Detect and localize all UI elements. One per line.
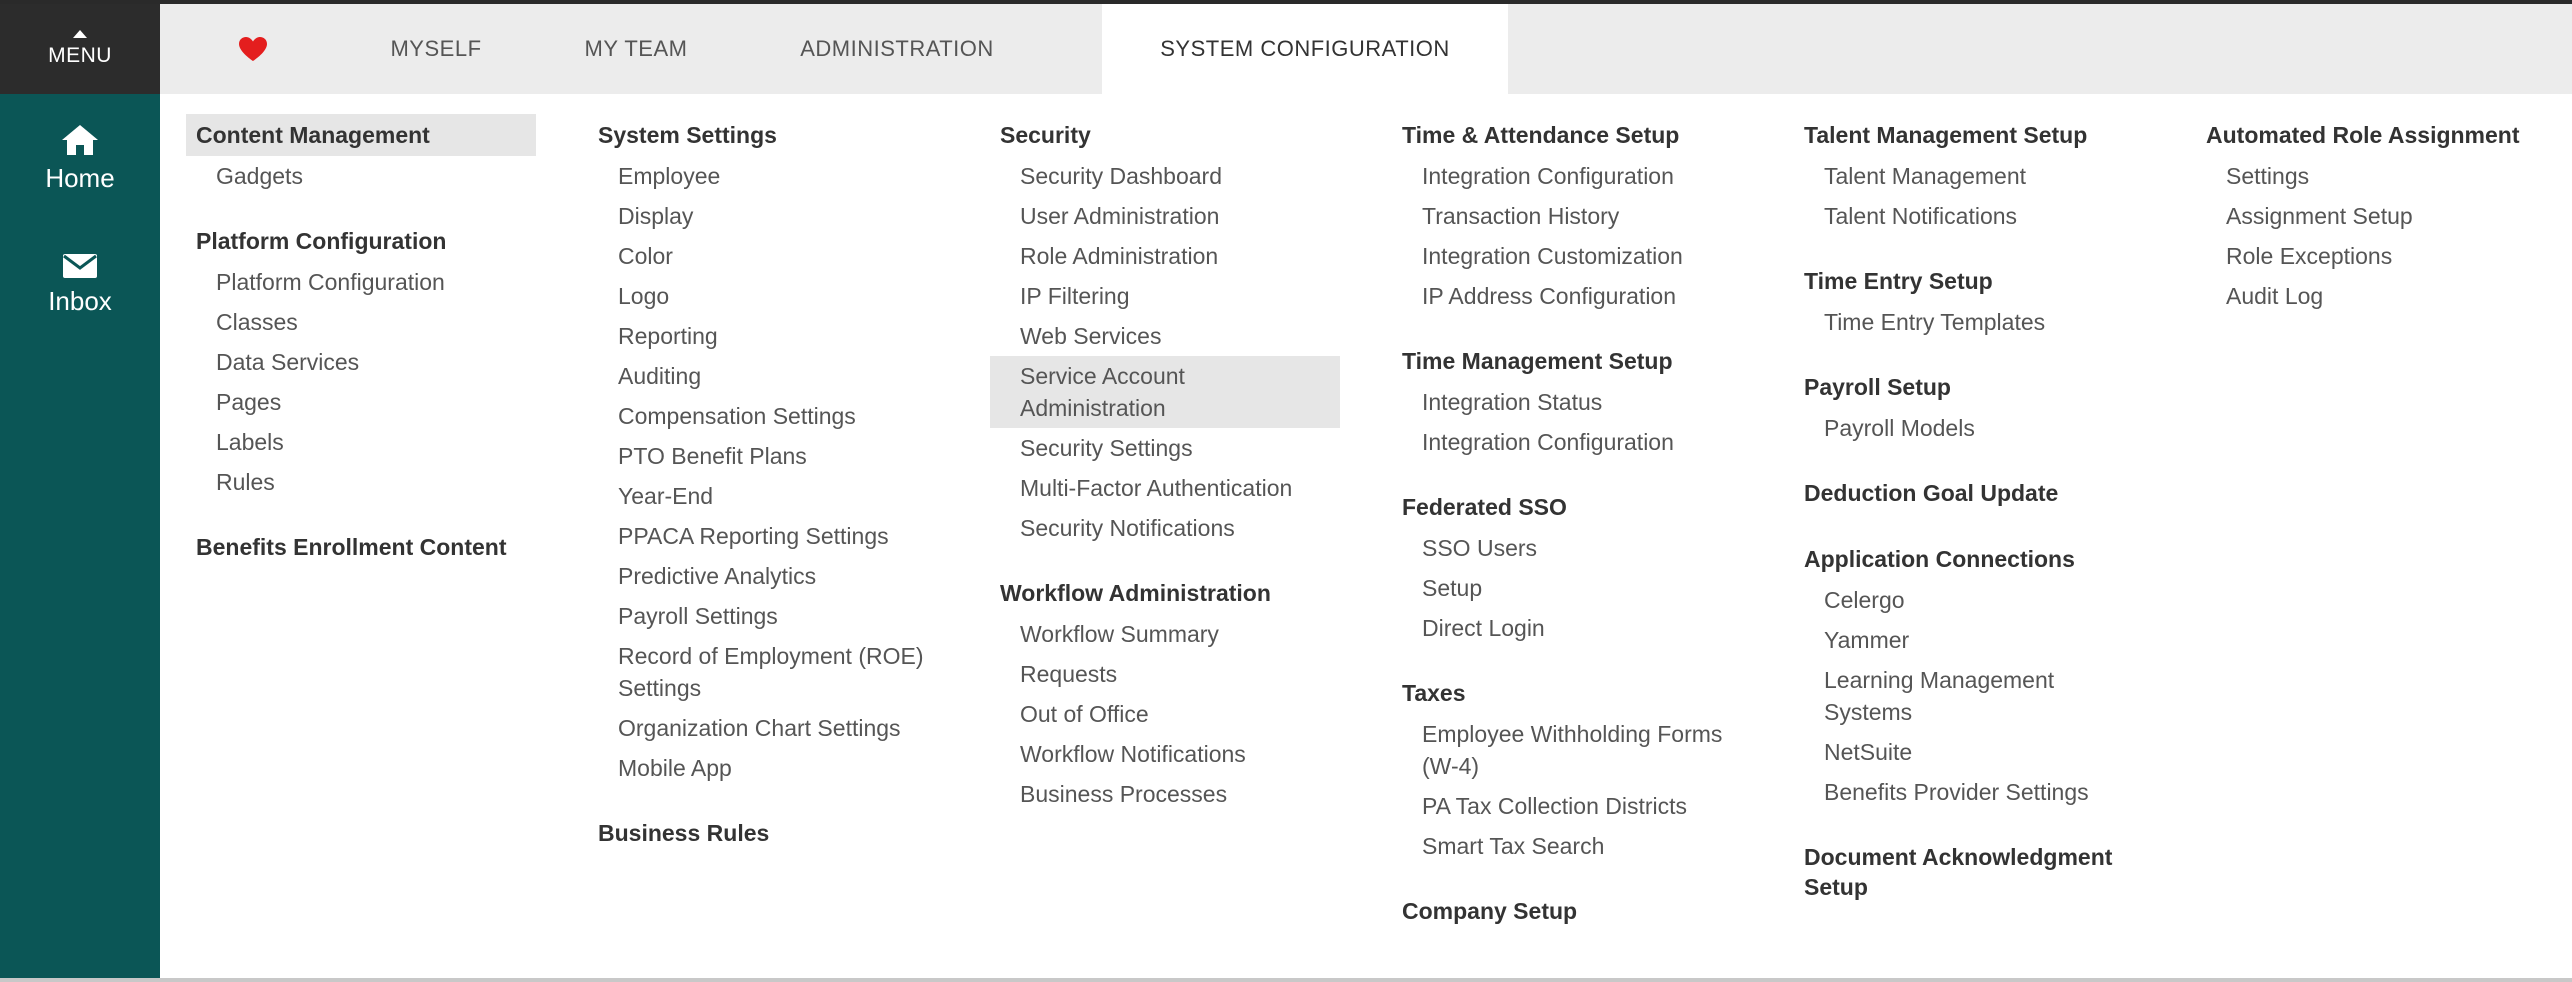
menu-item[interactable]: Integration Configuration (1422, 429, 1674, 455)
menu-column-1 (186, 114, 536, 592)
menu-item[interactable]: Organization Chart Settings (618, 715, 901, 741)
home-icon (60, 123, 100, 157)
menu-item[interactable]: Talent Management (1824, 163, 2027, 189)
menu-item[interactable]: Color (618, 243, 673, 269)
tab-label: SYSTEM CONFIGURATION (1160, 36, 1450, 61)
tab-administration[interactable] (746, 4, 1048, 94)
menu-item[interactable]: Celergo (1824, 587, 1905, 613)
menu-item[interactable]: Rules (216, 469, 275, 495)
menu-column-4 (1392, 114, 1742, 956)
menu-item[interactable]: PTO Benefit Plans (618, 443, 807, 469)
section-title[interactable]: Application Connections (1804, 546, 2075, 572)
menu-item[interactable]: Logo (618, 283, 670, 309)
menu-item[interactable]: Workflow Summary (1020, 621, 1219, 647)
menu-item[interactable]: PA Tax Collection Districts (1422, 793, 1688, 819)
tab-label: MYSELF (390, 36, 482, 61)
menu-section (1794, 538, 2144, 812)
menu-item[interactable]: User Administration (1020, 203, 1220, 229)
menu-section (990, 114, 1340, 548)
menu-item[interactable]: Integration Configuration (1422, 163, 1674, 189)
tab-label: ADMINISTRATION (800, 36, 994, 61)
sidebar-item-label: Home (45, 162, 115, 193)
menu-item[interactable]: Business Processes (1020, 781, 1228, 807)
menu-item[interactable]: Time Entry Templates (1824, 309, 2046, 335)
caret-up-icon (73, 30, 87, 38)
menu-section (1392, 340, 1742, 462)
menu-section (588, 114, 938, 788)
menu-item[interactable]: Multi-Factor Authentication (1020, 475, 1293, 501)
menu-item[interactable]: Benefits Provider Settings (1824, 779, 2089, 805)
menu-section (1794, 472, 2144, 514)
menu-item[interactable]: Audit Log (2226, 283, 2324, 309)
menu-item[interactable]: NetSuite (1824, 739, 1913, 765)
menu-section (990, 572, 1340, 814)
menu-item[interactable]: Security Settings (1020, 435, 1193, 461)
menu-item[interactable]: Payroll Settings (618, 603, 778, 629)
section-title[interactable]: Security (1000, 122, 1091, 148)
menu-item[interactable]: Gadgets (216, 163, 303, 189)
menu-section (1794, 366, 2144, 448)
menu-section (1794, 114, 2144, 236)
menu-item[interactable]: Employee Withholding Forms (W-4) (1422, 721, 1723, 779)
section-title[interactable]: Talent Management Setup (1804, 122, 2088, 148)
favorites-tab[interactable] (160, 4, 346, 94)
section-title[interactable]: Time Management Setup (1402, 348, 1673, 374)
section-title[interactable]: Taxes (1402, 680, 1466, 706)
section-title[interactable]: Deduction Goal Update (1804, 480, 2059, 506)
menu-section (1794, 836, 2144, 908)
menu-section (186, 526, 536, 568)
menu-column-5 (1794, 114, 2144, 932)
sidebar-item-label: Inbox (48, 285, 112, 316)
menu-item[interactable]: Web Services (1020, 323, 1162, 349)
menu-section (186, 220, 536, 502)
menu-section (1392, 672, 1742, 866)
tab-my-team[interactable] (526, 4, 746, 94)
tab-label: MY TEAM (584, 36, 688, 61)
menu-item[interactable]: Role Exceptions (2226, 243, 2393, 269)
menu-item[interactable]: IP Address Configuration (1422, 283, 1677, 309)
menu-item[interactable]: IP Filtering (1020, 283, 1130, 309)
section-title[interactable]: Workflow Administration (1000, 580, 1271, 606)
menu-section (186, 114, 536, 196)
menu-section (1392, 486, 1742, 648)
envelope-icon (62, 252, 98, 280)
section-title[interactable]: Federated SSO (1402, 494, 1567, 520)
section-title[interactable]: System Settings (598, 122, 777, 148)
section-title[interactable]: Time Entry Setup (1804, 268, 1993, 294)
menu-item[interactable]: Record of Employment (ROE) Settings (618, 643, 924, 701)
menu-item[interactable]: Security Notifications (1020, 515, 1235, 541)
menu-item[interactable]: Platform Configuration (216, 269, 445, 295)
menu-item[interactable]: Service Account Administration (990, 356, 1340, 428)
window-bottom-border (0, 978, 2572, 982)
menu-column-6 (2196, 114, 2546, 340)
menu-item[interactable]: Security Dashboard (1020, 163, 1222, 189)
menu-item[interactable]: Payroll Models (1824, 415, 1975, 441)
menu-column-2 (588, 114, 938, 878)
menu-section (588, 812, 938, 854)
section-title[interactable]: Automated Role Assignment (2206, 122, 2520, 148)
heart-icon (238, 36, 268, 62)
section-title[interactable]: Platform Configuration (196, 228, 447, 254)
section-title[interactable]: Company Setup (1402, 898, 1578, 924)
menu-item[interactable]: Auditing (618, 363, 702, 389)
menu-label: MENU (48, 44, 112, 67)
section-title[interactable]: Benefits Enrollment Content (196, 534, 507, 560)
menu-item[interactable]: PPACA Reporting Settings (618, 523, 889, 549)
section-title[interactable]: Time & Attendance Setup (1402, 122, 1680, 148)
menu-section (2196, 114, 2546, 316)
menu-item[interactable]: Reporting (618, 323, 718, 349)
menu-item[interactable]: Requests (1020, 661, 1118, 687)
menu-item[interactable]: Yammer (1824, 627, 1910, 653)
menu-item[interactable]: Learning Management Systems (1824, 667, 2055, 725)
menu-item[interactable]: Workflow Notifications (1020, 741, 1246, 767)
tab-myself[interactable] (346, 4, 526, 94)
menu-item[interactable]: Direct Login (1422, 615, 1545, 641)
menu-item[interactable]: Pages (216, 389, 282, 415)
menu-item[interactable]: Setup (1422, 575, 1483, 601)
menu-item[interactable]: Assignment Setup (2226, 203, 2413, 229)
menu-item[interactable]: Integration Status (1422, 389, 1603, 415)
menu-item[interactable]: Role Administration (1020, 243, 1219, 269)
menu-item[interactable]: Compensation Settings (618, 403, 856, 429)
menu-item[interactable]: Talent Notifications (1824, 203, 2018, 229)
menu-item[interactable]: SSO Users (1422, 535, 1538, 561)
menu-item[interactable]: Display (618, 203, 694, 229)
menu-item[interactable]: Predictive Analytics (618, 563, 817, 589)
menu-item[interactable]: Labels (216, 429, 284, 455)
section-title[interactable]: Document Acknowledgment Setup (1804, 844, 2113, 900)
menu-item[interactable]: Classes (216, 309, 298, 335)
menu-item[interactable]: Integration Customization (1422, 243, 1683, 269)
menu-item[interactable]: Year-End (618, 483, 714, 509)
menu-item[interactable]: Mobile App (618, 755, 732, 781)
section-title[interactable]: Payroll Setup (1804, 374, 1951, 400)
section-title[interactable]: Business Rules (598, 820, 770, 846)
menu-section (1392, 114, 1742, 316)
menu-toggle-button[interactable] (0, 4, 160, 94)
menu-column-3 (990, 114, 1340, 838)
menu-item[interactable]: Data Services (216, 349, 360, 375)
menu-item[interactable]: Transaction History (1422, 203, 1620, 229)
top-navigation (160, 4, 2572, 94)
menu-section (1392, 890, 1742, 932)
sidebar (0, 4, 160, 978)
menu-item[interactable]: Employee (618, 163, 721, 189)
sidebar-item-home[interactable] (0, 94, 160, 222)
system-configuration-menu (160, 94, 2572, 978)
section-title[interactable]: Content Management (186, 114, 536, 156)
menu-item[interactable]: Smart Tax Search (1422, 833, 1605, 859)
menu-section (1794, 260, 2144, 342)
sidebar-item-inbox[interactable] (0, 220, 160, 348)
tab-system-configuration[interactable] (1102, 4, 1508, 94)
menu-item[interactable]: Out of Office (1020, 701, 1149, 727)
menu-item[interactable]: Settings (2226, 163, 2310, 189)
